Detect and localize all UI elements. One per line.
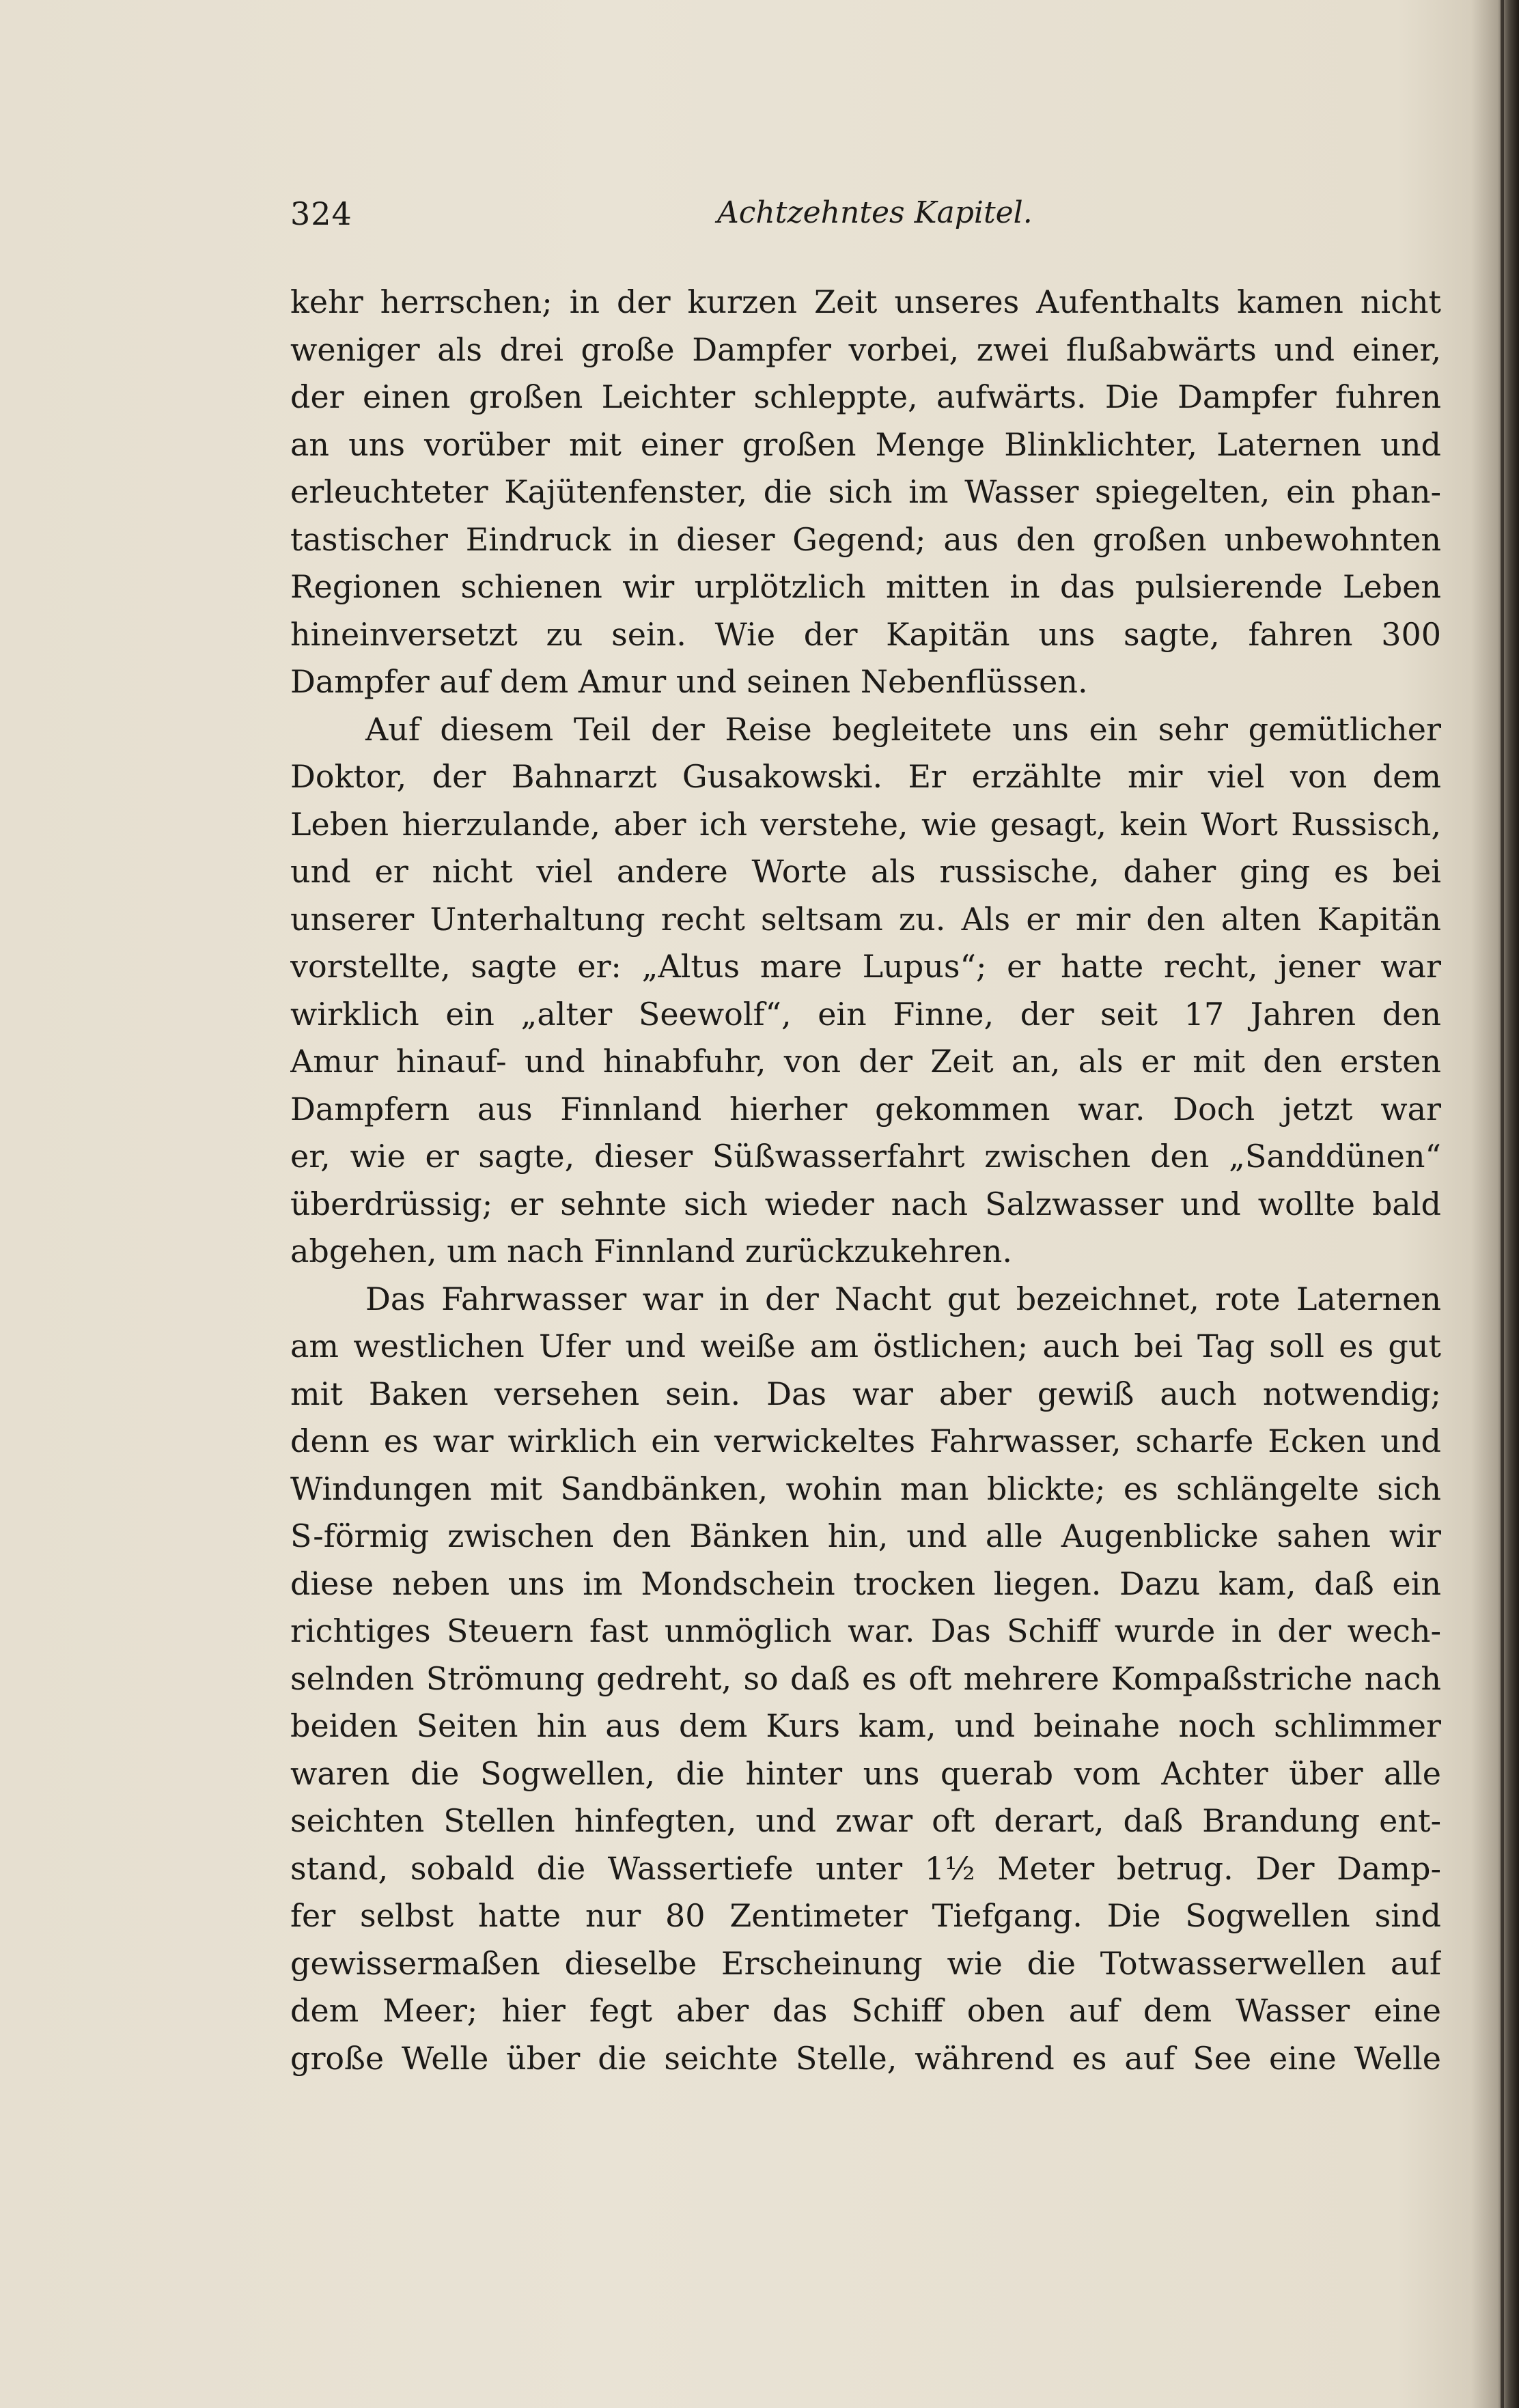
text-line: Dampfer auf dem Amur und seinen Nebenflüssen. <box>290 663 1088 700</box>
text-line: erleuchteter Kajütenfenster, die sich im Wasser spiegelten, ein phan- <box>290 473 1441 510</box>
text-line: an uns vorüber mit einer großen Menge Blinklichter, Laternen und <box>290 425 1441 463</box>
text-line: vorstellte, sagte er: „Altus mare Lupus“; er hatte recht, jener war <box>290 948 1441 985</box>
text-line: Windungen mit Sandbänken, wohin man blickte; es schlängelte sich <box>290 1470 1441 1507</box>
text-line: richtiges Steuern fast unmöglich war. Das Schiff wurde in der wech- <box>290 1612 1441 1649</box>
text-line: er, wie er sagte, dieser Süßwasserfahrt zwischen den „Sanddünen“ <box>290 1138 1441 1175</box>
text-line: mit Baken versehen sein. Das war aber gewiß auch notwendig; <box>290 1375 1441 1412</box>
text-line: abgehen, um nach Finnland zurückzukehren. <box>290 1233 1013 1270</box>
text-line: große Welle über die seichte Stelle, während es auf See eine Welle <box>290 2039 1441 2077</box>
text-line: am westlichen Ufer und weiße am östlichen; auch bei Tag soll es gut <box>290 1328 1441 1364</box>
text-line: der einen großen Leichter schleppte, aufwärts. Die Dampfer fuhren <box>290 378 1441 415</box>
text-line: Dampfern aus Finnland hierher gekommen war. Doch jetzt war <box>290 1090 1441 1128</box>
text-line: fer selbst hatte nur 80 Zentimeter Tiefgang. Die Sogwellen sind <box>290 1897 1441 1934</box>
page-header <box>290 191 1441 246</box>
text-line: wirklich ein „alter Seewolf“, ein Finne, der seit 17 Jahren den <box>290 995 1441 1033</box>
text-line: selnden Strömung gedreht, so daß es oft mehrere Kompaßstriche nach <box>290 1660 1441 1697</box>
running-head: Achtzehntes Kapitel. <box>717 195 1033 230</box>
text-line: und er nicht viel andere Worte als russische, daher ging es bei <box>290 853 1441 890</box>
page-number: 324 <box>290 195 352 232</box>
text-line: stand, sobald die Wassertiefe unter 1½ Meter betrug. Der Damp- <box>290 1849 1441 1887</box>
text-line: Leben hierzulande, aber ich verstehe, wie gesagt, kein Wort Russisch, <box>290 805 1441 843</box>
text-line: Doktor, der Bahnarzt Gusakowski. Er erzählte mir viel von dem <box>290 758 1441 795</box>
text-line: denn es war wirklich ein verwickeltes Fahrwasser, scharfe Ecken und <box>290 1423 1441 1459</box>
text-line: hineinversetzt zu sein. Wie der Kapitän uns sagte, fahren 300 <box>290 615 1441 653</box>
text-line: kehr herrschen; in der kurzen Zeit unseres Aufenthalts kamen nicht <box>290 283 1441 320</box>
text-line: dem Meer; hier fegt aber das Schiff oben auf dem Wasser eine <box>290 1992 1441 2029</box>
text-line: Auf diesem Teil der Reise begleitete uns ein sehr gemütlicher <box>365 710 1441 748</box>
text-line: Amur hinauf- und hinabfuhr, von der Zeit an, als er mit den ersten <box>290 1043 1441 1080</box>
text-line: weniger als drei große Dampfer vorbei, zwei flußabwärts und einer, <box>290 331 1441 368</box>
text-line: unserer Unterhaltung recht seltsam zu. Als er mir den alten Kapitän <box>290 900 1441 938</box>
text-line: überdrüssig; er sehnte sich wieder nach Salzwasser und wollte bald <box>290 1185 1441 1222</box>
text-line: tastischer Eindruck in dieser Gegend; aus den großen unbewohnten <box>290 520 1441 558</box>
text-line: beiden Seiten hin aus dem Kurs kam, und beinahe noch schlimmer <box>290 1707 1441 1744</box>
text-line: S-förmig zwischen den Bänken hin, und alle Augenblicke sahen wir <box>290 1517 1441 1554</box>
text-line: waren die Sogwellen, die hinter uns querab vom Achter über alle <box>290 1754 1441 1792</box>
text-line: Regionen schienen wir urplötzlich mitten in das pulsierende Leben <box>290 568 1441 605</box>
text-line: gewissermaßen dieselbe Erscheinung wie die Totwasserwellen auf <box>290 1944 1441 1982</box>
page-edge-line <box>1501 0 1504 2408</box>
page-edge-shadow <box>1471 0 1519 2408</box>
body-text <box>290 279 1441 2082</box>
text-line: seichten Stellen hinfegten, und zwar oft derart, daß Brandung ent- <box>290 1802 1441 1839</box>
text-line: diese neben uns im Mondschein trocken liegen. Dazu kam, daß ein <box>290 1565 1441 1602</box>
text-line: Das Fahrwasser war in der Nacht gut bezeichnet, rote Laternen <box>365 1280 1441 1317</box>
